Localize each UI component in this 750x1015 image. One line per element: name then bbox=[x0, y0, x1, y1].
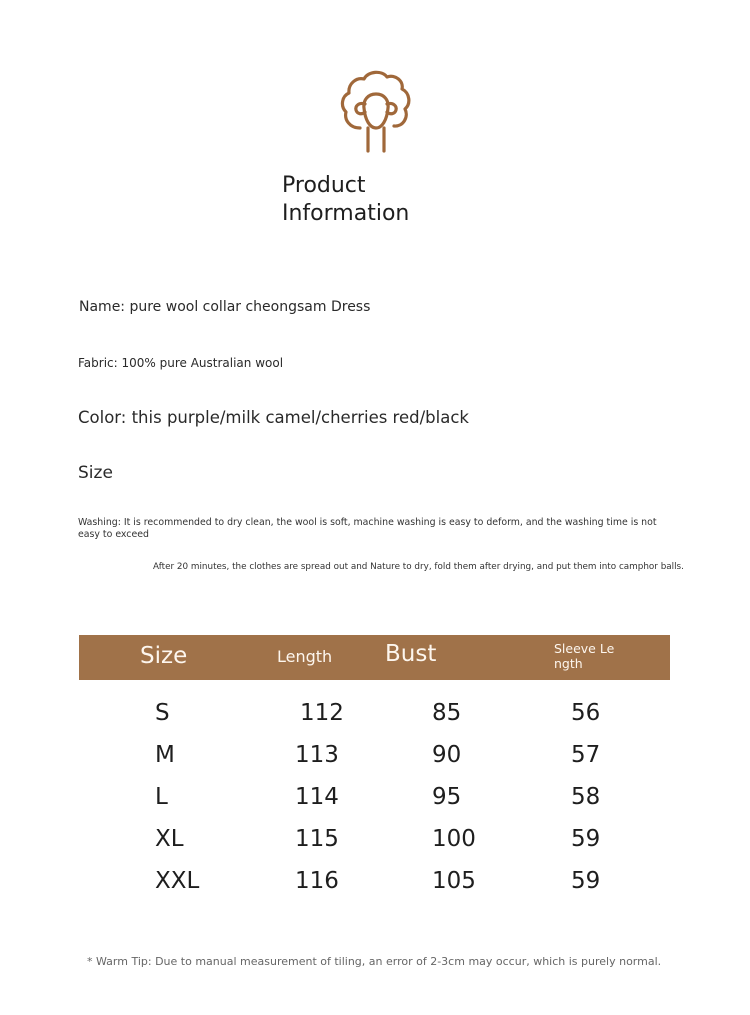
page-title: Product Information bbox=[282, 173, 410, 226]
cell-sleeve: 59 bbox=[571, 826, 601, 852]
size-heading: Size bbox=[78, 463, 113, 483]
product-name: Name: pure wool collar cheongsam Dress bbox=[79, 299, 371, 315]
cell-sleeve: 58 bbox=[571, 784, 601, 810]
sheep-icon bbox=[338, 66, 414, 156]
column-header-sleeve-length: Sleeve Length bbox=[554, 641, 615, 671]
warm-tip: * Warm Tip: Due to manual measurement of tiling, an error of 2-3cm may occur, which is purely normal. bbox=[87, 955, 662, 968]
cell-bust: 105 bbox=[432, 868, 476, 894]
column-header-bust: Bust bbox=[385, 641, 437, 667]
drying-instructions: After 20 minutes, the clothes are spread out and Nature to dry, fold them after drying, and put them into camphor balls. bbox=[153, 562, 684, 572]
cell-size: M bbox=[155, 742, 175, 768]
cell-size: XL bbox=[155, 826, 184, 852]
cell-length: 116 bbox=[295, 868, 339, 894]
cell-length: 115 bbox=[295, 826, 339, 852]
cell-bust: 100 bbox=[432, 826, 476, 852]
washing-instructions: Washing: It is recommended to dry clean, the wool is soft, machine washing is easy to deform, and the washing time is not easy to exceed bbox=[78, 517, 657, 540]
cell-length: 112 bbox=[300, 700, 344, 726]
size-table-header bbox=[79, 635, 670, 680]
cell-length: 114 bbox=[295, 784, 339, 810]
column-header-size: Size bbox=[140, 643, 188, 669]
cell-size: XXL bbox=[155, 868, 200, 894]
cell-sleeve: 59 bbox=[571, 868, 601, 894]
cell-bust: 90 bbox=[432, 742, 462, 768]
cell-bust: 85 bbox=[432, 700, 462, 726]
cell-bust: 95 bbox=[432, 784, 462, 810]
cell-length: 113 bbox=[295, 742, 339, 768]
column-header-length: Length bbox=[277, 647, 333, 666]
cell-sleeve: 56 bbox=[571, 700, 601, 726]
cell-size: S bbox=[155, 700, 170, 726]
cell-sleeve: 57 bbox=[571, 742, 601, 768]
product-fabric: Fabric: 100% pure Australian wool bbox=[78, 356, 284, 370]
product-color: Color: this purple/milk camel/cherries red/black bbox=[78, 408, 469, 427]
cell-size: L bbox=[155, 784, 168, 810]
